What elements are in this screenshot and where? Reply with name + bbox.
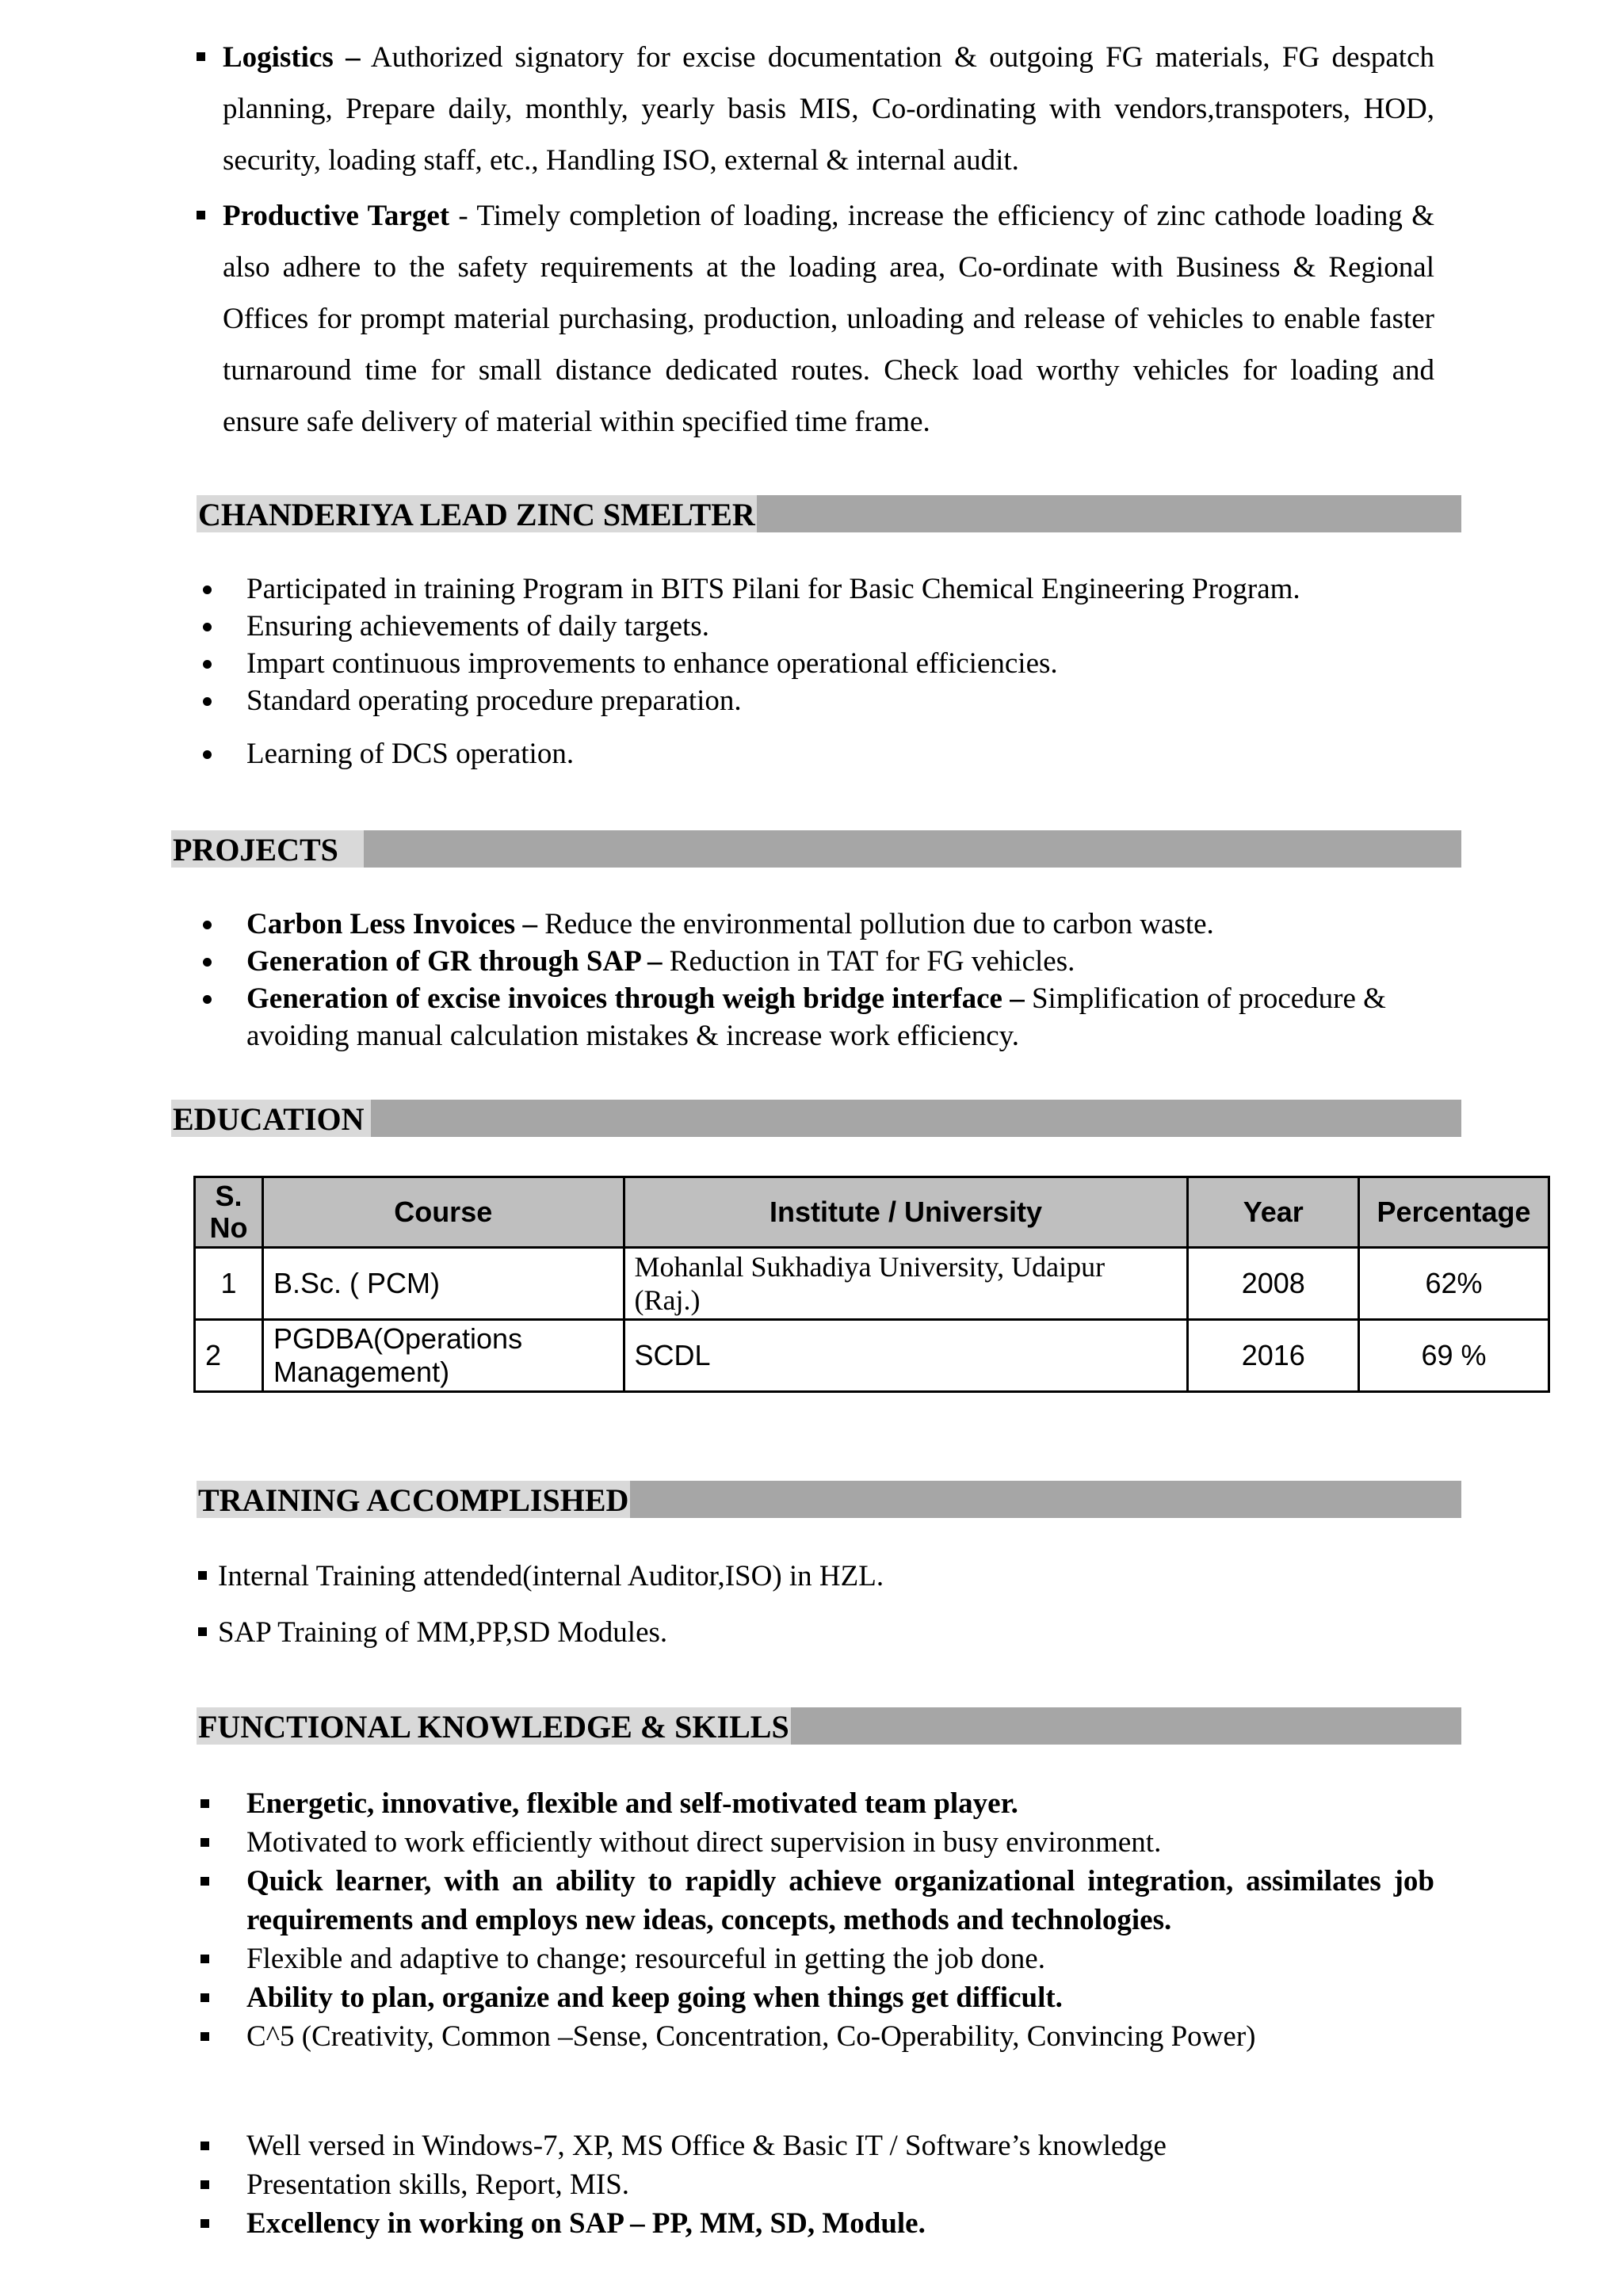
table-cell: 2008 (1188, 1248, 1359, 1320)
bullet-icon (203, 697, 212, 706)
square-bullet-icon (200, 1799, 209, 1808)
productive-target-item (197, 190, 1434, 448)
section-heading-training: TRAINING ACCOMPLISHED (198, 1482, 629, 1518)
bullet-icon (203, 585, 212, 594)
table-cell: 1 (195, 1248, 263, 1320)
logistics-item (197, 32, 1434, 186)
square-bullet-icon (200, 2142, 209, 2150)
table-cell: Mohanlal Sukhadiya University, Udaipur (Raj.) (624, 1248, 1188, 1320)
bullet-icon (203, 623, 212, 631)
table-row (195, 1320, 1549, 1392)
bullet-icon (203, 995, 212, 1004)
table-cell: 2 (195, 1320, 263, 1392)
table-cell: SCDL (624, 1320, 1188, 1392)
section-heading-chanderiya: CHANDERIYA LEAD ZINC SMELTER (198, 497, 755, 532)
education-table (193, 1176, 1550, 1393)
item-title: Productive Target (223, 200, 450, 232)
skills-list-2 (197, 2126, 1434, 2243)
square-bullet-icon (200, 1993, 209, 2002)
table-row (195, 1248, 1549, 1320)
square-bullet-icon (197, 211, 205, 219)
table-cell: B.Sc. ( PCM) (262, 1248, 624, 1320)
section-heading-skills: FUNCTIONAL KNOWLEDGE & SKILLS (198, 1709, 789, 1745)
list-item: Ability to plan, organize and keep going when things get difficult. (197, 1978, 1434, 2017)
list-item: Quick learner, with an ability to rapidly achieve organizational integration, assimilates job requirements and employs new ideas, concepts, methods and technologies. (197, 1862, 1434, 1939)
list-item: Well versed in Windows-7, XP, MS Office & Basic IT / Software’s knowledge (197, 2126, 1434, 2165)
list-item: Impart continuous improvements to enhance operational efficiencies. (197, 645, 1465, 682)
list-item: Participated in training Program in BITS Pilani for Basic Chemical Engineering Program. (197, 570, 1465, 608)
column-header: Percentage (1359, 1177, 1549, 1248)
list-item: Presentation skills, Report, MIS. (197, 2165, 1434, 2204)
table-cell: 69 % (1359, 1320, 1549, 1392)
item-text: - Timely completion of loading, increase the efficiency of zinc cathode loading & also adhere to the safety requirements at the loading area, Co-ordinate with Business & Regional Offices for prompt material purchasing, production, unloading and release of vehicles to enable faster turnaround time for small distance dedicated routes. Check load worthy vehicles for loading and ensure safe delivery of material within specified time frame. (223, 200, 1434, 438)
bullet-icon (203, 921, 212, 929)
bullet-icon (203, 660, 212, 669)
item-text: Authorized signatory for excise documentation & outgoing FG materials, FG despatch planning, Prepare daily, monthly, yearly basis MIS, Co-ordinating with vendors,transpoters, HOD, security, loading staff, etc., Handling ISO, external & internal audit. (223, 41, 1434, 177)
list-item: Ensuring achievements of daily targets. (197, 608, 1465, 645)
section-heading-education: EDUCATION (171, 1100, 371, 1137)
table-cell: 62% (1359, 1248, 1549, 1320)
square-bullet-icon (200, 1877, 209, 1886)
square-bullet-icon (200, 2032, 209, 2041)
column-header: Institute / University (624, 1177, 1188, 1248)
square-bullet-icon (198, 1627, 207, 1636)
column-header: Course (262, 1177, 624, 1248)
list-item: Learning of DCS operation. (197, 735, 1465, 772)
chanderiya-list (197, 570, 1465, 772)
column-header: Year (1188, 1177, 1359, 1248)
list-item: Carbon Less Invoices – Reduce the environmental pollution due to carbon waste. (197, 906, 1465, 943)
list-item: Generation of excise invoices through weigh bridge interface – Simplification of procedure & avoiding manual calculation mistakes & increase work efficiency. (197, 980, 1465, 1055)
skills-list (197, 1784, 1434, 2056)
column-header: S. No (195, 1177, 263, 1248)
training-item: Internal Training attended(internal Auditor,ISO) in HZL. (198, 1557, 884, 1596)
list-item: Motivated to work efficiently without direct supervision in busy environment. (197, 1823, 1434, 1862)
table-cell: 2016 (1188, 1320, 1359, 1392)
list-item: Energetic, innovative, flexible and self-motivated team player. (197, 1784, 1434, 1823)
list-item: Standard operating procedure preparation. (197, 682, 1465, 719)
bullet-icon (203, 750, 212, 759)
bullet-icon (203, 958, 212, 967)
square-bullet-icon (198, 1571, 207, 1580)
list-item: Flexible and adaptive to change; resourceful in getting the job done. (197, 1939, 1434, 1978)
square-bullet-icon (200, 1838, 209, 1847)
table-cell: PGDBA(Operations Management) (262, 1320, 624, 1392)
square-bullet-icon (200, 2219, 209, 2228)
table-header-row (195, 1177, 1549, 1248)
projects-list (197, 906, 1465, 1055)
list-item: C^5 (Creativity, Common –Sense, Concentration, Co-Operability, Convincing Power) (197, 2017, 1434, 2056)
list-item: Excellency in working on SAP – PP, MM, SD, Module. (197, 2204, 1434, 2243)
section-heading-projects: PROJECTS (171, 830, 364, 868)
section-bar (171, 830, 1461, 868)
training-item: SAP Training of MM,PP,SD Modules. (198, 1613, 667, 1653)
square-bullet-icon (200, 1955, 209, 1963)
square-bullet-icon (197, 52, 205, 61)
list-item: Generation of GR through SAP – Reduction in TAT for FG vehicles. (197, 943, 1465, 980)
square-bullet-icon (200, 2180, 209, 2189)
item-title: Logistics – (223, 41, 361, 74)
